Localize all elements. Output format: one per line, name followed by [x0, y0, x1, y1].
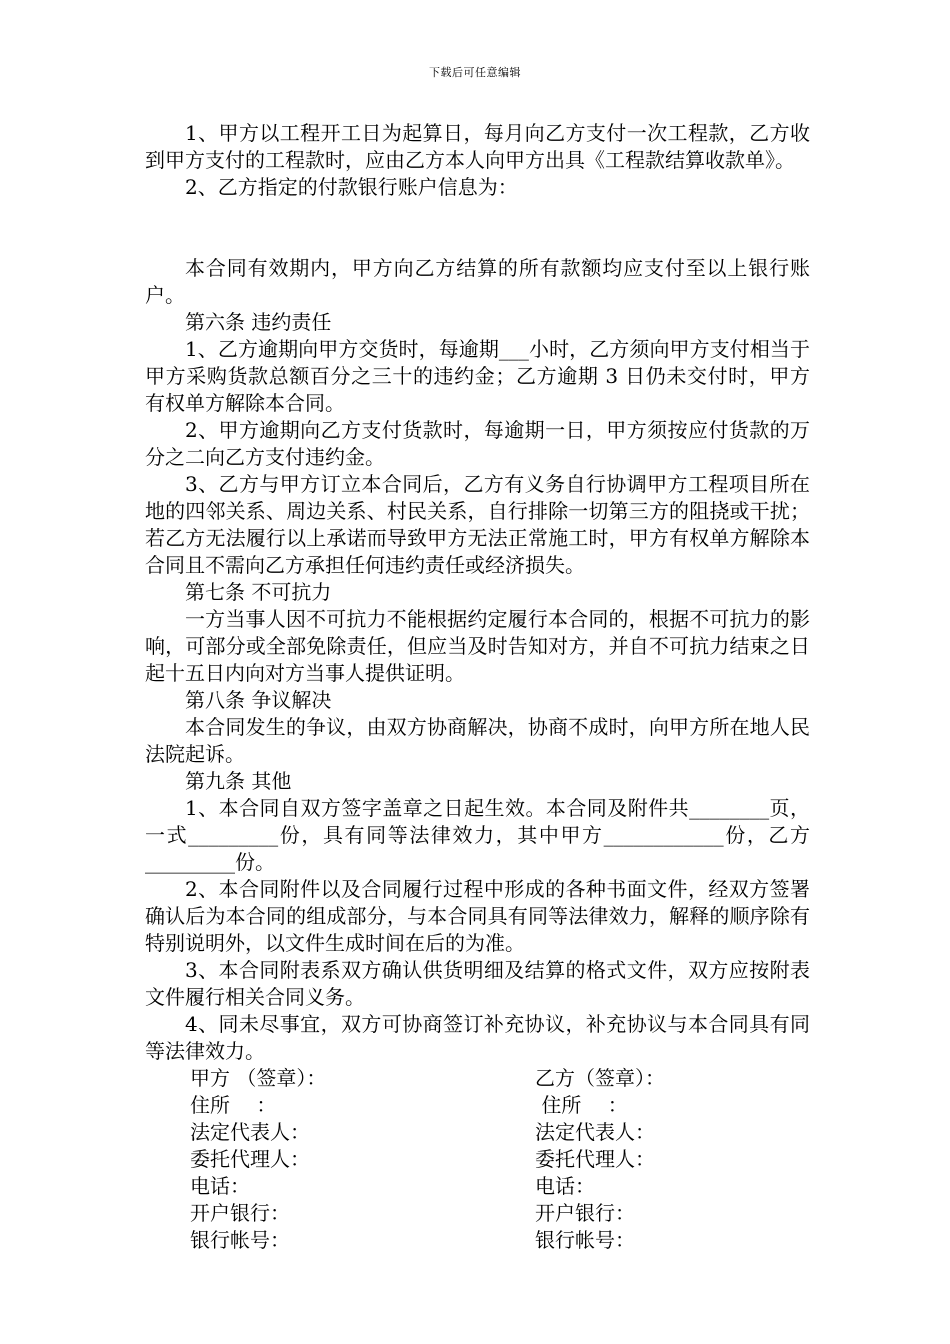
party-b-agent-label: 委托代理人：: [535, 1147, 655, 1171]
party-a-account-label: 银行帐号：: [190, 1228, 290, 1252]
signature-row: [145, 1227, 810, 1254]
article-6-item-3: 3、乙方与甲方订立本合同后，乙方有义务自行协调甲方工程项目所在地的四邻关系、周边关系、村民关系，自行排除一切第三方的阻挠或干扰；若乙方无法履行以上承诺而导致甲方无法正常施工时，甲方有权单方解除本合同且不需向乙方承担任何违约责任或经济损失。: [145, 472, 810, 577]
party-b-bank-label: 开户银行：: [535, 1201, 635, 1225]
article-6-item-1: 1、乙方逾期向甲方交货时，每逾期___小时，乙方须向甲方支付相当于甲方采购货款总额百分之三十的违约金；乙方逾期 3 日仍未交付时，甲方有权单方解除本合同。: [145, 337, 810, 415]
article-9-item-3: 3、本合同附表系双方确认供货明细及结算的格式文件，双方应按附表文件履行相关合同义务。: [145, 958, 810, 1009]
payment-clause-1: 1、甲方以工程开工日为起算日，每月向乙方支付一次工程款，乙方收到甲方支付的工程款时，应由乙方本人向甲方出具《工程款结算收款单》。: [145, 121, 810, 172]
article-9-item-2: 2、本合同附件以及合同履行过程中形成的各种书面文件，经双方签署确认后为本合同的组成部分，与本合同具有同等法律效力，解释的顺序除有特别说明外，以文件生成时间在后的为准。: [145, 877, 810, 955]
party-b-seal-label: 乙方（签章）：: [535, 1066, 665, 1090]
article-6-heading: 第六条 违约责任: [185, 310, 332, 334]
article-8-text: 本合同发生的争议，由双方协商解决，协商不成时，向甲方所在地人民法院起诉。: [145, 715, 810, 766]
article-9-heading: 第九条 其他: [185, 769, 292, 793]
article-6-item-2: 2、甲方逾期向乙方支付货款时，每逾期一日，甲方须按应付货款的万分之二向乙方支付违约金。: [145, 418, 810, 469]
article-7-heading: 第七条 不可抗力: [185, 580, 332, 604]
bank-info-blank-space: [145, 201, 810, 255]
party-a-legal-rep-label: 法定代表人：: [190, 1120, 310, 1144]
article-9-item-1: 1、本合同自双方签字盖章之日起生效。本合同及附件共________页，一式_________份，具有同等法律效力，其中甲方____________份，乙方_________份。: [145, 796, 810, 874]
party-a-seal-label: 甲方 （签章）：: [190, 1066, 327, 1090]
payment-clause-2: 2、乙方指定的付款银行账户信息为：: [185, 175, 518, 199]
party-a-phone-label: 电话：: [190, 1174, 250, 1198]
party-a-bank-label: 开户银行：: [190, 1201, 290, 1225]
article-8-heading: 第八条 争议解决: [185, 688, 332, 712]
signature-row: [145, 1146, 810, 1173]
party-a-agent-label: 委托代理人：: [190, 1147, 310, 1171]
party-b-account-label: 银行帐号：: [535, 1228, 635, 1252]
signature-row: [145, 1200, 810, 1227]
party-b-phone-label: 电话：: [535, 1174, 595, 1198]
party-b-address-label: 住所 ：: [535, 1093, 628, 1117]
signature-row: [145, 1065, 810, 1092]
signature-row: [145, 1119, 810, 1146]
page-header: 下载后可任意编辑: [429, 66, 521, 79]
signature-block: [145, 1065, 810, 1254]
article-7-text: 一方当事人因不可抗力不能根据约定履行本合同的，根据不可抗力的影响，可部分或全部免除责任，但应当及时告知对方，并自不可抗力结束之日起十五日内向对方当事人提供证明。: [145, 607, 810, 685]
signature-row: [145, 1092, 810, 1119]
signature-row: [145, 1173, 810, 1200]
party-b-legal-rep-label: 法定代表人：: [535, 1120, 655, 1144]
article-9-item-4: 4、同未尽事宜，双方可协商签订补充协议，补充协议与本合同具有同等法律效力。: [145, 1012, 810, 1063]
bank-account-note: 本合同有效期内，甲方向乙方结算的所有款额均应支付至以上银行账户。: [145, 256, 810, 307]
party-a-address-label: 住所 ：: [190, 1093, 277, 1117]
document-body: [145, 120, 810, 1254]
